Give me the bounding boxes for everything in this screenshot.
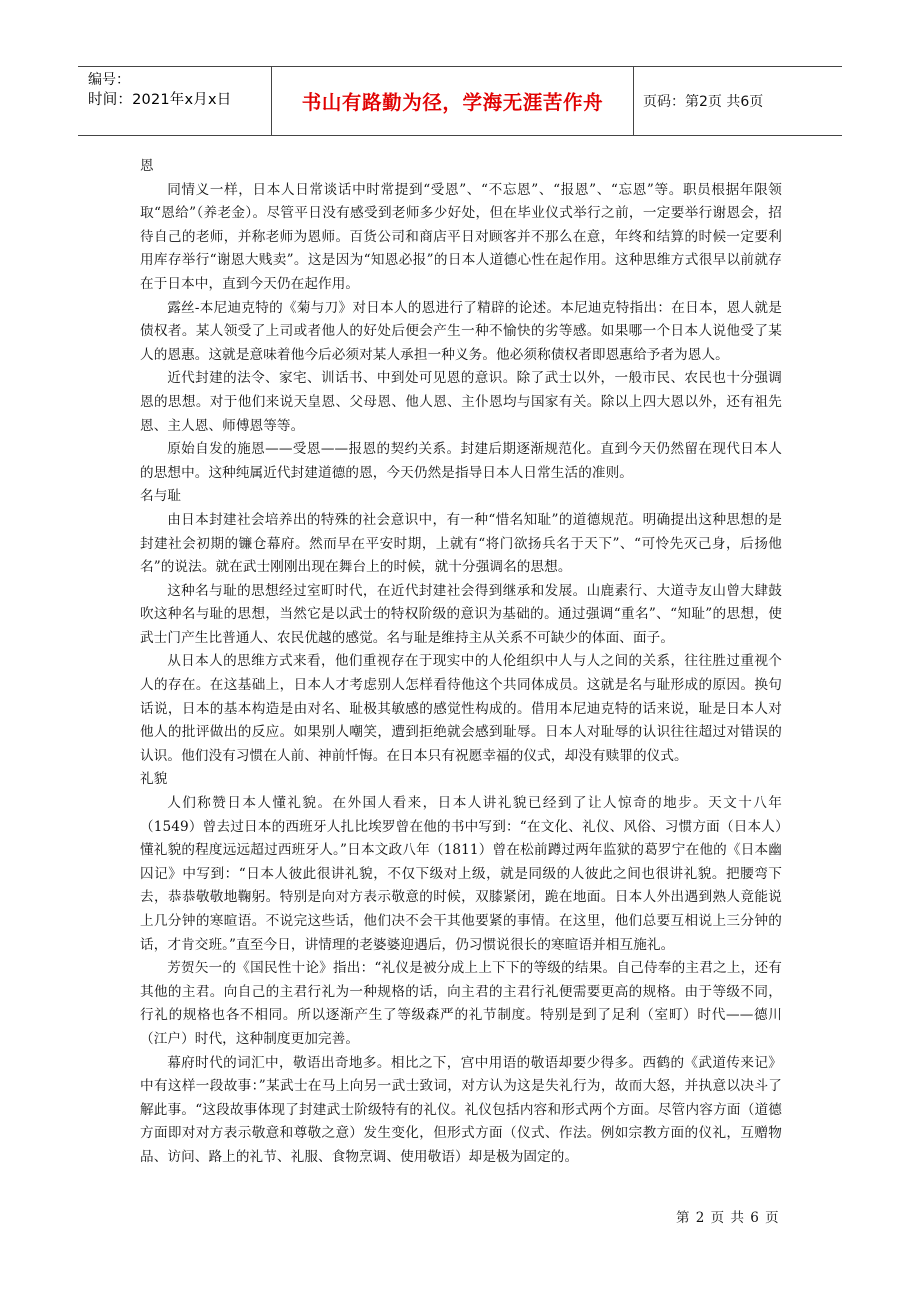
paragraph: 芳贺矢一的《国民性十论》指出：“礼仪是被分成上上下下的等级的结果。自己侍奉的主君之上，还有其他的主君。向自己的主君行礼为一种规格的话，向主君的主君行礼便需要更高的规格。由于等级不同，行礼的规格也各不相同。所以逐渐产生了等级森严的礼节制度。特别是到了足利（室町）时代——德川（江户）时代，这种制度更加完善。 — [140, 960, 782, 1047]
header-motto: 书山有路勤为径，学海无涯苦作舟 — [301, 91, 604, 114]
header-meta — [78, 67, 272, 135]
paragraph: 由日本封建社会培养出的特殊的社会意识中，有一种“惜名知耻”的道德规范。明确提出这种思想的是封建社会初期的镰仓幕府。然而早在平安时期，上就有“将门欲扬兵名于天下”、“可怜先灭己身，后扬他名”的说法。就在武士刚刚出现在舞台上的时候，就十分强调名的思想。 — [140, 511, 782, 576]
doc-date-label: 时间：2021年x月x日 — [88, 92, 232, 108]
page-footer: 第 2 页 共 6 页 — [676, 1210, 779, 1226]
section-heading-en: 恩 — [140, 158, 154, 174]
doc-number-label: 编号： — [88, 72, 130, 88]
paragraph: 近代封建的法令、家宅、训话书、中到处可见恩的意识。除了武士以外，一般市民、农民也十分强调恩的思想。对于他们来说天皇恩、父母恩、他人恩、主仆恩均与国家有关。除以上四大恩以外，还有祖先恩、主人恩、师傅恩等等。 — [140, 370, 782, 434]
paragraph: 同情义一样，日本人日常谈话中时常提到“受恩”、“不忘恩”、“报恩”、“忘恩”等。职员根据年限领取“恩给”（养老金）。尽管平日没有感受到老师多少好处，但在毕业仪式举行之前，一定要举行谢恩会，招待自己的老师，并称老师为恩师。百货公司和商店平日对顾客并不那么在意，年终和结算的时候一定要利用库存举行“谢恩大贱卖”。这是因为“知恩必报”的日本人道德心性在起作用。这种思维方式很早以前就存在于日本中，直到今天仍在起作用。 — [140, 181, 782, 292]
header-motto-cell — [272, 67, 634, 135]
paragraph: 从日本人的思维方式来看，他们重视存在于现实中的人伦组织中人与人之间的关系，往往胜过重视个人的存在。在这基础上，日本人才考虑别人怎样看待他这个共同体成员。这就是名与耻形成的原因。换句话说，日本的基本构造是由对名、耻极其敏感的感觉性构成的。借用本尼迪克特的话来说，耻是日本人对他人的批评做出的反应。如果别人嘲笑，遭到拒绝就会感到耻辱。日本人对耻辱的认识往往超过对错误的认识。他们没有习惯在人前、神前忏悔。在日本只有祝愿幸福的仪式，却没有赎罪的仪式。 — [140, 653, 782, 764]
paragraph: 原始自发的施恩——受恩——报恩的契约关系。封建后期逐渐规范化。直到今天仍然留在现代日本人的思想中。这种纯属近代封建道德的恩，今天仍然是指导日本人日常生活的准则。 — [140, 441, 782, 481]
paragraph: 露丝-本尼迪克特的《菊与刀》对日本人的恩进行了精辟的论述。本尼迪克特指出：在日本，恩人就是债权者。某人领受了上司或者他人的好处后便会产生一种不愉快的劣等感。如果哪一个日本人说他受了某人的恩惠。这就是意味着他今后必须对某人承担一种义务。他必须称债权者即恩惠给予者为恩人。 — [140, 299, 782, 363]
section-heading-mingchi: 名与耻 — [140, 488, 182, 505]
page-header — [78, 66, 842, 136]
document-body — [140, 155, 782, 1170]
paragraph: 这种名与耻的思想经过室町时代，在近代封建社会得到继承和发展。山鹿素行、大道寺友山曾大肆鼓吹这种名与耻的思想，当然它是以武士的特权阶级的意识为基础的。通过强调“重名”、“知耻”的思想，使武士门产生比普通人、农民优越的感觉。名与耻是维持主从关系不可缺少的体面、面子。 — [140, 582, 782, 646]
header-page-info: 页码：第2页 共6页 — [643, 94, 764, 110]
section-heading-limao: 礼貌 — [140, 771, 168, 788]
paragraph: 人们称赞日本人懂礼貌。在外国人看来，日本人讲礼貌已经到了让人惊奇的地步。天文十八年（1549）曾去过日本的西班牙人扎比埃罗曾在他的书中写到：“在文化、礼仪、风俗、习惯方面（日本人）懂礼貌的程度远远超过西班牙人。”日本文政八年（1811）曾在松前蹲过两年监狱的葛罗宁在他的《日本幽囚记》中写到：“日本人彼此很讲礼貌，不仅下级对上级，就是同级的人彼此之间也很讲礼貌。把腰弯下去，恭恭敬敬地鞠躬。特别是向对方表示敬意的时候，双膝紧闭，跪在地面。日本人外出遇到熟人竟能说上几分钟的寒暄语。不说完这些话，他们决不会干其他要紧的事情。在这里，他们总要互相说上三分钟的话，才肯交班。”直至今日，讲情理的老婆婆迎遇后，仍习惯说很长的寒暄语并相互施礼。 — [140, 795, 782, 953]
paragraph: 幕府时代的词汇中，敬语出奇地多。相比之下，宫中用语的敬语却要少得多。西鹤的《武道传来记》中有这样一段故事：”某武士在马上向另一武士致词，对方认为这是失礼行为，故而大怒，并执意以决斗了解此事。“这段故事体现了封建武士阶级特有的礼仪。礼仪包括内容和形式两个方面。尽管内容方面（道德方面即对对方表示敬意和尊敬之意）发生变化，但形式方面（仪式、作法。例如宗教方面的仪礼，互赠物品、访问、路上的礼节、礼服、食物烹调、使用敬语）却是极为固定的。 — [140, 1054, 782, 1165]
